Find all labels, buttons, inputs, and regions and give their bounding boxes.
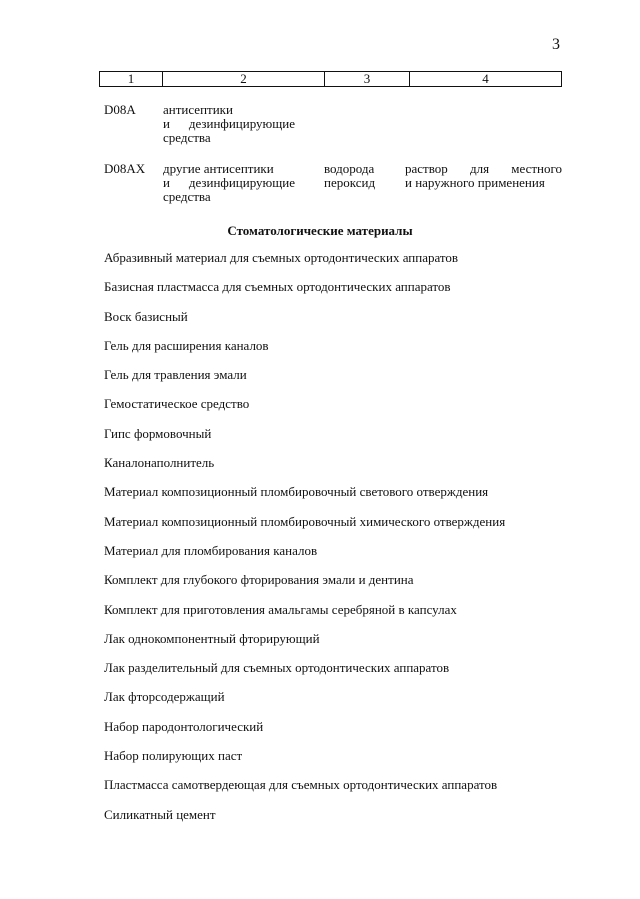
section-title: Стоматологические материалы [227,223,413,238]
material-item: Пластмасса самотвердеющая для съемных ортодонтических аппаратов [104,777,498,793]
group-name-line: средства [163,189,211,204]
material-item: Лак однокомпонентный фторирующий [104,630,320,646]
group-name [163,162,295,204]
material-item: Комплект для приготовления амальгамы серебряной в капсулах [104,601,457,617]
material-item: Лак разделительный для съемных ортодонтических аппаратов [104,660,450,676]
column-header-1: 1 [100,72,163,87]
group-name-line: антисептики [163,102,233,117]
dosage-form-line: раствор для местного [405,161,562,176]
atc-code: D08AX [104,161,146,176]
group-name-line: и дезинфицирующие [163,116,295,131]
material-item: Материал для пломбирования каналов [104,542,318,558]
dosage-form [405,162,562,190]
material-item: Материал композиционный пломбировочный химического отверждения [104,513,506,529]
substance-line: пероксид [324,175,376,190]
substance-name [324,162,380,190]
column-number-header [99,71,562,87]
material-item: Материал композиционный пломбировочный светового отверждения [104,484,489,500]
material-item: Гель для травления эмали [104,367,247,383]
material-item: Силикатный цемент [104,806,216,822]
material-item: Гипс формовочный [104,425,212,441]
dosage-form-line: и наружного применения [405,175,545,190]
substance-line: водорода [324,161,375,176]
material-item: Гемостатическое средство [104,396,250,412]
group-name-line: средства [163,130,211,145]
material-item: Набор полирующих паст [104,748,243,764]
group-name-line: и дезинфицирующие [163,175,295,190]
column-header-3: 3 [325,72,410,87]
material-item: Базисная пластмасса для съемных ортодонтических аппаратов [104,279,451,295]
material-item: Гель для расширения каналов [104,337,269,353]
page-number: 3 [552,36,560,53]
group-name-line: другие антисептики [163,161,274,176]
materials-list [104,251,505,837]
group-name [163,103,295,145]
column-header-4: 4 [410,72,562,87]
material-item: Каналонаполнитель [104,455,215,471]
material-item: Комплект для глубокого фторирования эмали и дентина [104,572,414,588]
material-item: Набор пародонтологический [104,718,264,734]
column-header-2: 2 [163,72,325,87]
material-item: Воск базисный [104,308,188,324]
material-item: Лак фторсодержащий [104,689,225,705]
material-item: Абразивный материал для съемных ортодонтических аппаратов [104,250,459,265]
atc-code: D08A [104,102,136,117]
